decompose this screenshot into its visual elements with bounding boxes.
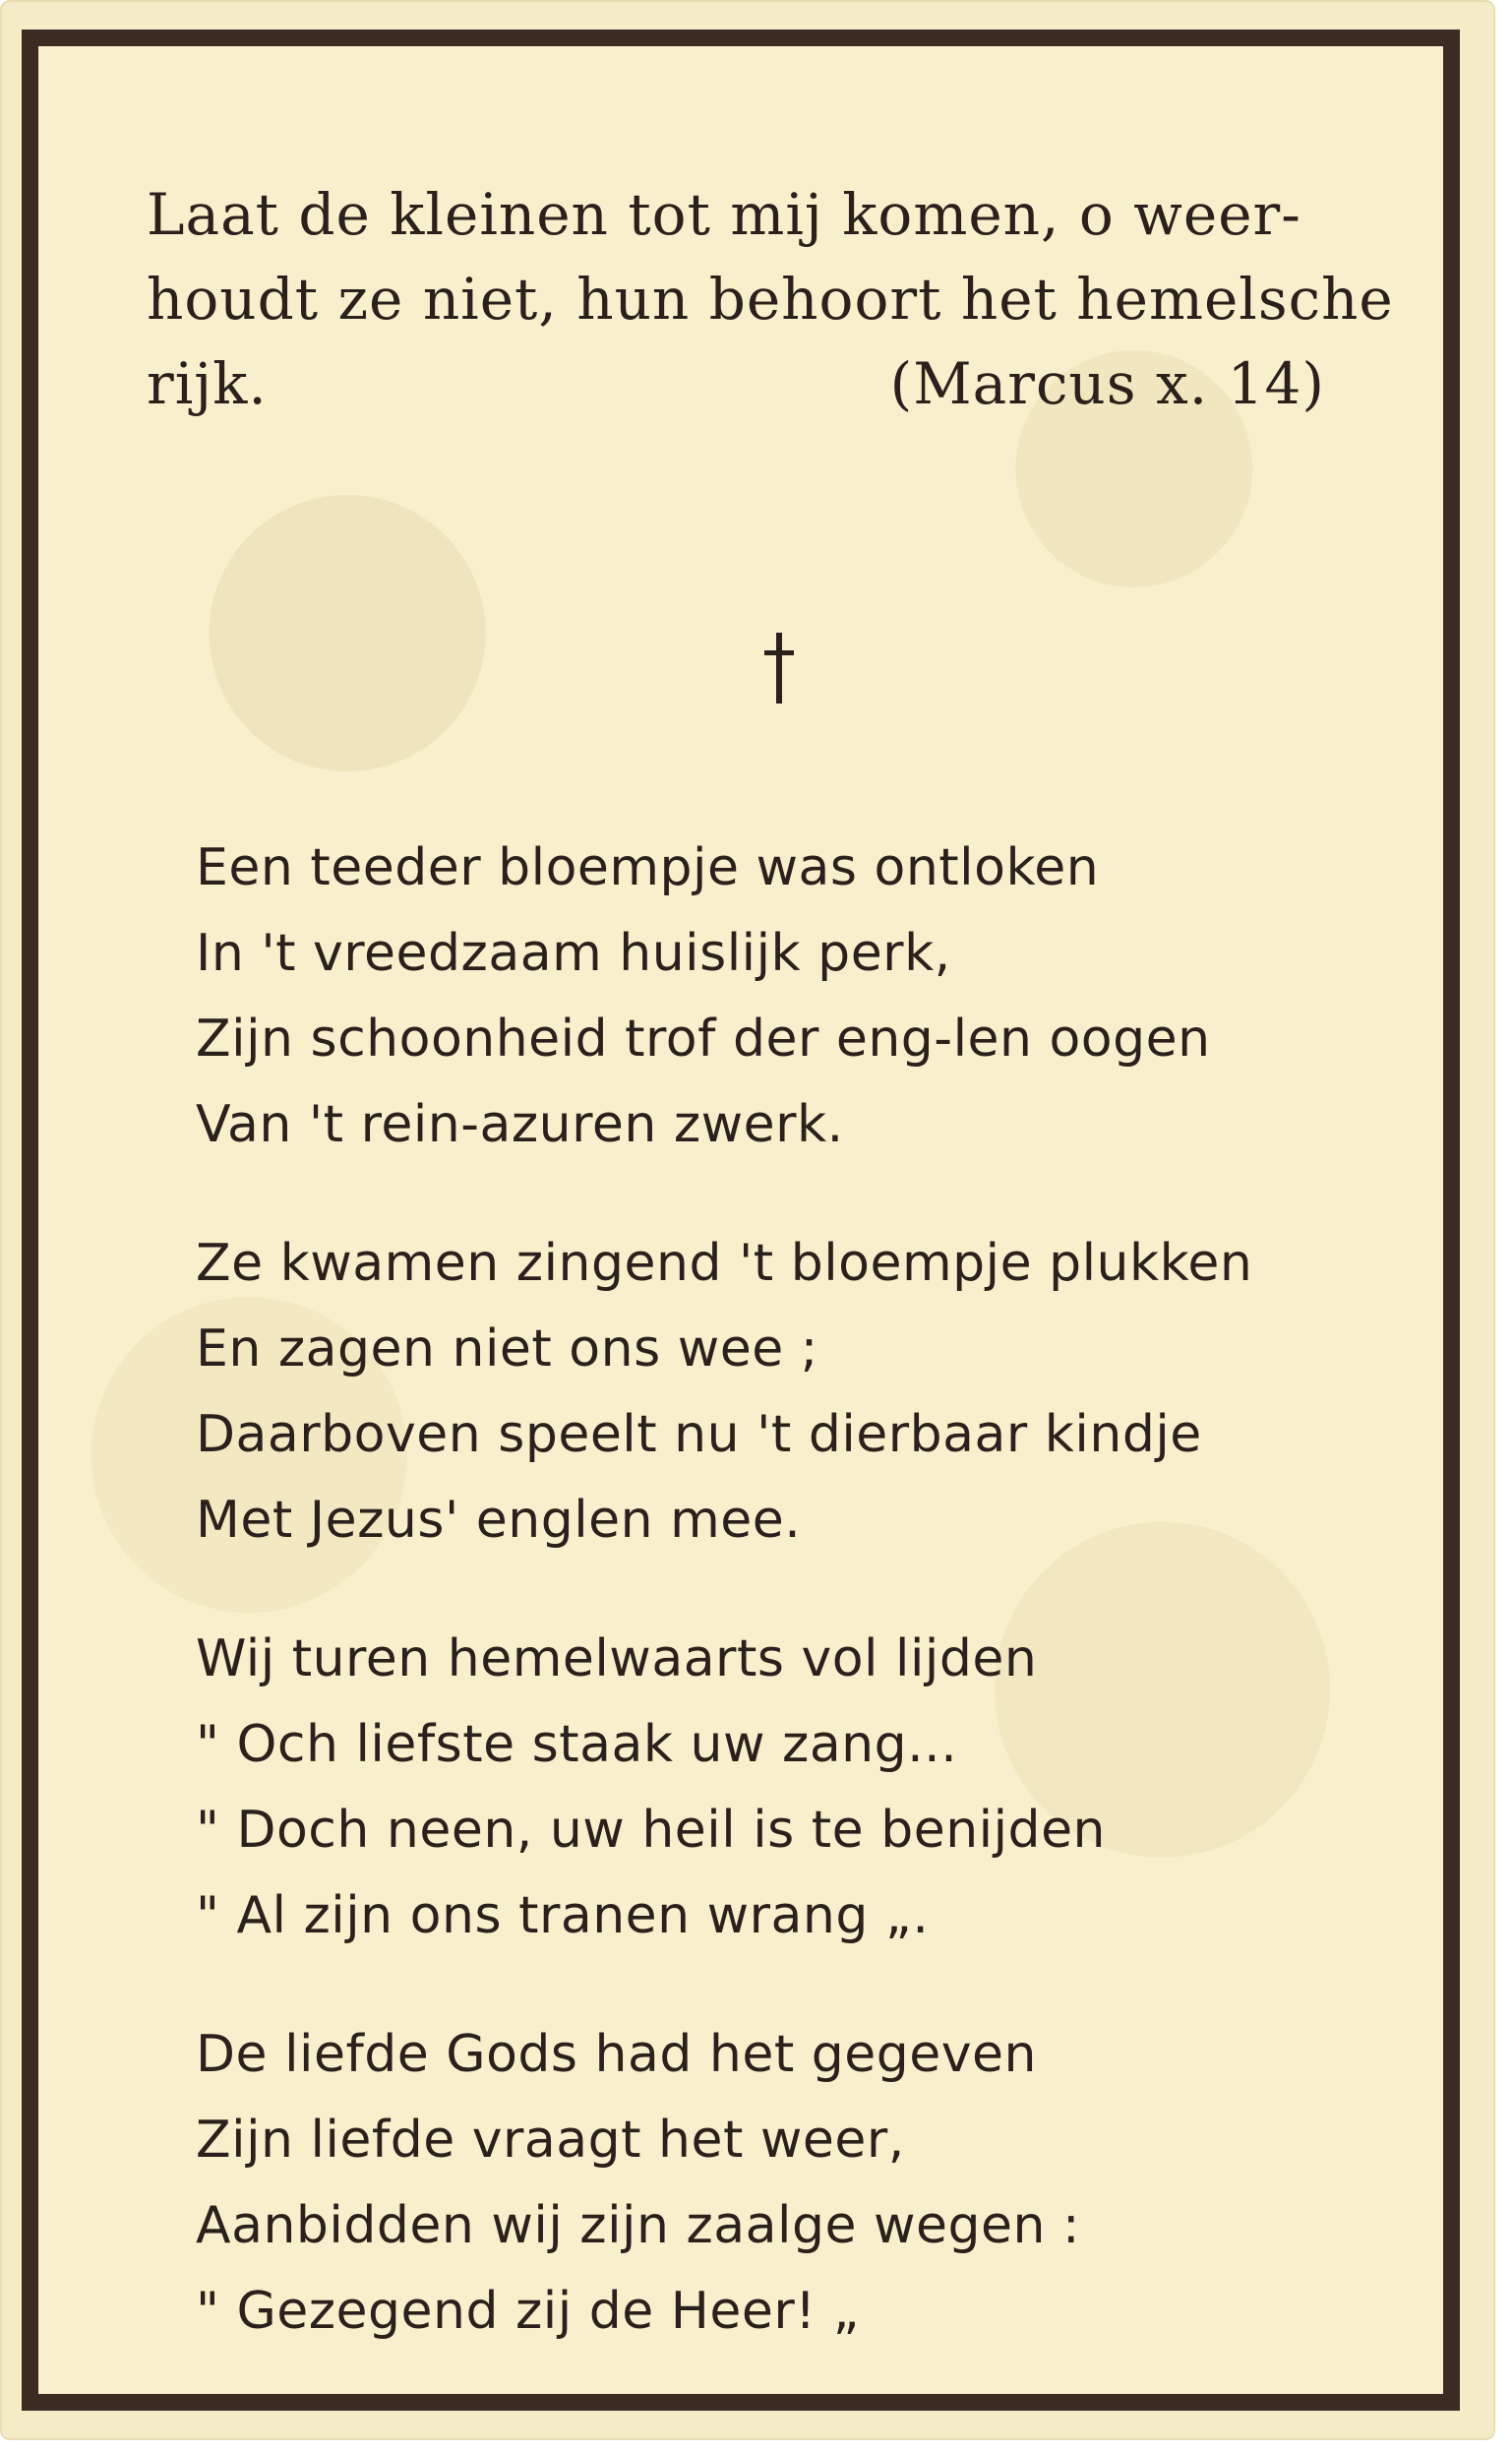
- verse-line-end: rijk.: [147, 350, 268, 417]
- poem-line: " Gezegend zij de Heer! „: [196, 2282, 861, 2341]
- bible-reference: (Marcus x. 14): [889, 350, 1325, 417]
- verse-line: houdt ze niet, hun behoort het hemelsche: [147, 266, 1394, 333]
- poem-stanza: [196, 826, 1455, 1168]
- poem-line: Wij turen hemelwaarts vol lijden: [196, 1629, 1038, 1688]
- poem-line: Aanbidden wij zijn zaalge wegen :: [196, 2196, 1081, 2255]
- poem-line: Een teeder bloempje was ontloken: [196, 838, 1100, 897]
- poem-line: Zijn schoonheid trof der eng-len oogen: [196, 1010, 1211, 1069]
- poem-line: Ze kwamen zingend 't bloempje plukken: [196, 1234, 1253, 1293]
- cross-icon: [764, 633, 794, 704]
- scripture-verse: [147, 172, 1425, 426]
- poem-line: Met Jezus' englen mee.: [196, 1491, 802, 1550]
- poem-line: De liefde Gods had het gegeven: [196, 2025, 1037, 2084]
- poem-line: Zijn liefde vraagt het weer,: [196, 2111, 905, 2170]
- poem-line: " Doch neen, uw heil is te benijden: [196, 1801, 1107, 1860]
- verse-line: Laat de kleinen tot mij komen, o weer-: [147, 181, 1301, 248]
- poem-line: " Och liefste staak uw zang...: [196, 1715, 958, 1774]
- poem-line: Van 't rein-azuren zwerk.: [196, 1095, 844, 1154]
- verse-line-reference: [147, 341, 1325, 426]
- poem-line: In 't vreedzaam huislijk perk,: [196, 924, 951, 983]
- poem-line: Daarboven speelt nu 't dierbaar kindje: [196, 1405, 1202, 1464]
- black-border-frame: [22, 30, 1460, 2411]
- poem-stanza: [196, 1617, 1455, 1959]
- memorial-poem: [196, 826, 1455, 2408]
- poem-stanza: [196, 1221, 1455, 1563]
- poem-line: En zagen niet ons wee ;: [196, 1319, 818, 1379]
- poem-line: " Al zijn ons tranen wrang „.: [196, 1886, 930, 1945]
- poem-stanza: [196, 2012, 1455, 2355]
